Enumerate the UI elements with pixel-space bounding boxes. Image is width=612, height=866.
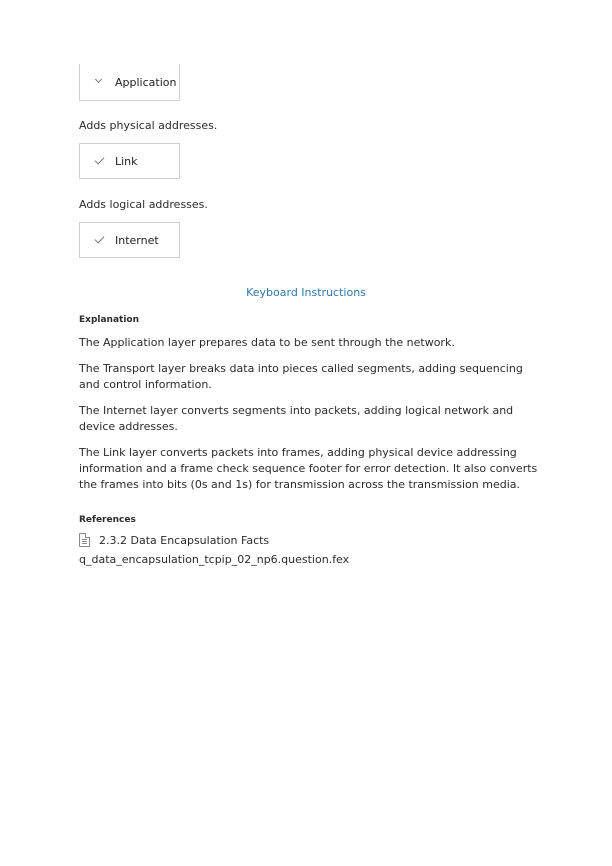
answer-box-internet[interactable] bbox=[79, 222, 180, 258]
prompt-physical-addresses: Adds physical addresses. bbox=[79, 119, 218, 132]
check-icon bbox=[95, 233, 105, 243]
explanation-body bbox=[79, 335, 539, 503]
keyboard-instructions-link[interactable]: Keyboard Instructions bbox=[246, 286, 366, 299]
question-file-name: q_data_encapsulation_tcpip_02_np6.question.fex bbox=[79, 553, 350, 566]
reference-link-label: 2.3.2 Data Encapsulation Facts bbox=[99, 533, 270, 547]
answer-label: Internet bbox=[115, 233, 159, 247]
answer-label: Application bbox=[115, 75, 177, 89]
references-heading: References bbox=[79, 515, 136, 525]
explanation-paragraph: The Application layer prepares data to be sent through the network. bbox=[79, 336, 455, 349]
reference-link-data-encapsulation-facts[interactable] bbox=[79, 533, 269, 547]
answer-box-application[interactable] bbox=[79, 64, 180, 101]
answer-label: Link bbox=[115, 154, 138, 168]
explanation-paragraph: The Transport layer breaks data into pieces called segments, adding sequencing and control information. bbox=[79, 362, 523, 391]
prompt-logical-addresses: Adds logical addresses. bbox=[79, 198, 208, 211]
answer-box-link[interactable] bbox=[79, 143, 180, 179]
explanation-paragraph: The Internet layer converts segments into packets, adding logical network and device addresses. bbox=[79, 404, 514, 433]
chevron-down-icon bbox=[95, 76, 102, 83]
explanation-heading: Explanation bbox=[79, 315, 140, 325]
check-icon bbox=[95, 154, 105, 164]
document-icon bbox=[79, 533, 90, 547]
explanation-paragraph: The Link layer converts packets into frames, adding physical device addressing information and a frame check sequence footer for error detection. It also converts the frames into bits (0s and 1s) for transmission across the transmission media. bbox=[79, 446, 538, 491]
